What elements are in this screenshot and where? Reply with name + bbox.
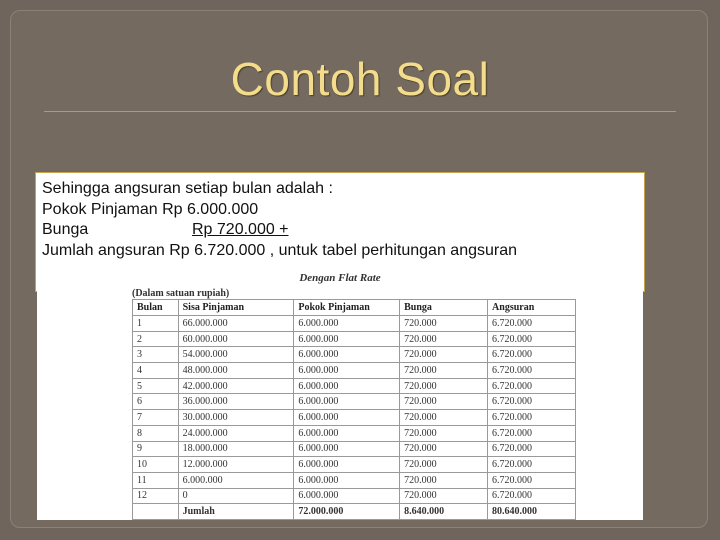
total-cell-sisa-pinjaman: Jumlah <box>178 504 294 520</box>
cell-angsuran: 6.720.000 <box>488 394 576 410</box>
table-row <box>133 347 576 363</box>
cell-bulan: 12 <box>133 488 179 504</box>
text-line-2: Pokok Pinjaman Rp 6.000.000 <box>42 200 259 218</box>
cell-sisa-pinjaman: 0 <box>178 488 294 504</box>
cell-sisa-pinjaman: 66.000.000 <box>178 316 294 332</box>
cell-bunga: 720.000 <box>400 347 488 363</box>
cell-pokok-pinjaman: 6.000.000 <box>294 425 400 441</box>
cell-sisa-pinjaman: 6.000.000 <box>178 472 294 488</box>
cell-bulan: 6 <box>133 394 179 410</box>
cell-angsuran: 6.720.000 <box>488 410 576 426</box>
cell-bulan: 7 <box>133 410 179 426</box>
cell-bulan: 3 <box>133 347 179 363</box>
cell-sisa-pinjaman: 30.000.000 <box>178 410 294 426</box>
explanation-lines <box>42 179 517 261</box>
table-row <box>133 410 576 426</box>
total-cell-bulan <box>133 504 179 520</box>
table-row <box>133 394 576 410</box>
cell-sisa-pinjaman: 60.000.000 <box>178 331 294 347</box>
cell-bunga: 720.000 <box>400 410 488 426</box>
total-cell-bunga: 8.640.000 <box>400 504 488 520</box>
table-total-row <box>133 504 576 520</box>
cell-pokok-pinjaman: 6.000.000 <box>294 472 400 488</box>
table-row <box>133 457 576 473</box>
table-unit-label: (Dalam satuan rupiah) <box>132 288 230 299</box>
text-line-3 <box>42 220 517 241</box>
cell-pokok-pinjaman: 6.000.000 <box>294 394 400 410</box>
cell-angsuran: 6.720.000 <box>488 488 576 504</box>
cell-angsuran: 6.720.000 <box>488 378 576 394</box>
table-header-row <box>133 300 576 316</box>
table-row <box>133 378 576 394</box>
table-row <box>133 488 576 504</box>
table-row <box>133 441 576 457</box>
table-row <box>133 472 576 488</box>
cell-pokok-pinjaman: 6.000.000 <box>294 347 400 363</box>
title-divider <box>44 111 676 112</box>
header-pokok-pinjaman: Pokok Pinjaman <box>294 300 400 316</box>
cell-bunga: 720.000 <box>400 378 488 394</box>
slide-title: Contoh Soal <box>230 53 490 105</box>
table-row <box>133 363 576 379</box>
cell-bulan: 8 <box>133 425 179 441</box>
cell-bulan: 1 <box>133 316 179 332</box>
cell-pokok-pinjaman: 6.000.000 <box>294 378 400 394</box>
header-angsuran: Angsuran <box>488 300 576 316</box>
cell-bulan: 9 <box>133 441 179 457</box>
header-sisa-pinjaman: Sisa Pinjaman <box>178 300 294 316</box>
cell-bunga: 720.000 <box>400 316 488 332</box>
cell-angsuran: 6.720.000 <box>488 441 576 457</box>
header-bunga: Bunga <box>400 300 488 316</box>
cell-pokok-pinjaman: 6.000.000 <box>294 457 400 473</box>
bunga-value: Rp 720.000 + <box>192 221 289 238</box>
cell-angsuran: 6.720.000 <box>488 347 576 363</box>
cell-angsuran: 6.720.000 <box>488 316 576 332</box>
cell-sisa-pinjaman: 48.000.000 <box>178 363 294 379</box>
cell-bunga: 720.000 <box>400 488 488 504</box>
total-cell-pokok-pinjaman: 72.000.000 <box>294 504 400 520</box>
cell-angsuran: 6.720.000 <box>488 457 576 473</box>
cell-pokok-pinjaman: 6.000.000 <box>294 363 400 379</box>
cell-sisa-pinjaman: 42.000.000 <box>178 378 294 394</box>
cell-bunga: 720.000 <box>400 331 488 347</box>
cell-bunga: 720.000 <box>400 441 488 457</box>
table-row <box>133 316 576 332</box>
cell-bulan: 2 <box>133 331 179 347</box>
bunga-label: Bunga <box>42 221 89 238</box>
cell-pokok-pinjaman: 6.000.000 <box>294 441 400 457</box>
cell-sisa-pinjaman: 24.000.000 <box>178 425 294 441</box>
table-body <box>133 316 576 520</box>
table-title: Dengan Flat Rate <box>299 272 381 284</box>
table-row <box>133 425 576 441</box>
cell-bunga: 720.000 <box>400 394 488 410</box>
table-row <box>133 331 576 347</box>
cell-sisa-pinjaman: 54.000.000 <box>178 347 294 363</box>
cell-pokok-pinjaman: 6.000.000 <box>294 410 400 426</box>
cell-bulan: 4 <box>133 363 179 379</box>
header-bulan: Bulan <box>133 300 179 316</box>
cell-angsuran: 6.720.000 <box>488 472 576 488</box>
cell-bulan: 10 <box>133 457 179 473</box>
cell-sisa-pinjaman: 18.000.000 <box>178 441 294 457</box>
text-line-4: Jumlah angsuran Rp 6.720.000 , untuk tabel perhitungan angsuran <box>42 241 518 259</box>
cell-bunga: 720.000 <box>400 472 488 488</box>
cell-sisa-pinjaman: 12.000.000 <box>178 457 294 473</box>
cell-bunga: 720.000 <box>400 457 488 473</box>
total-cell-angsuran: 80.640.000 <box>488 504 576 520</box>
cell-angsuran: 6.720.000 <box>488 331 576 347</box>
cell-pokok-pinjaman: 6.000.000 <box>294 488 400 504</box>
cell-pokok-pinjaman: 6.000.000 <box>294 316 400 332</box>
cell-angsuran: 6.720.000 <box>488 425 576 441</box>
cell-bulan: 11 <box>133 472 179 488</box>
cell-bulan: 5 <box>133 378 179 394</box>
cell-bunga: 720.000 <box>400 363 488 379</box>
text-line-1: Sehingga angsuran setiap bulan adalah : <box>42 180 333 197</box>
installment-table-image <box>37 268 643 520</box>
cell-angsuran: 6.720.000 <box>488 363 576 379</box>
installment-table <box>132 299 576 520</box>
cell-bunga: 720.000 <box>400 425 488 441</box>
cell-pokok-pinjaman: 6.000.000 <box>294 331 400 347</box>
cell-sisa-pinjaman: 36.000.000 <box>178 394 294 410</box>
